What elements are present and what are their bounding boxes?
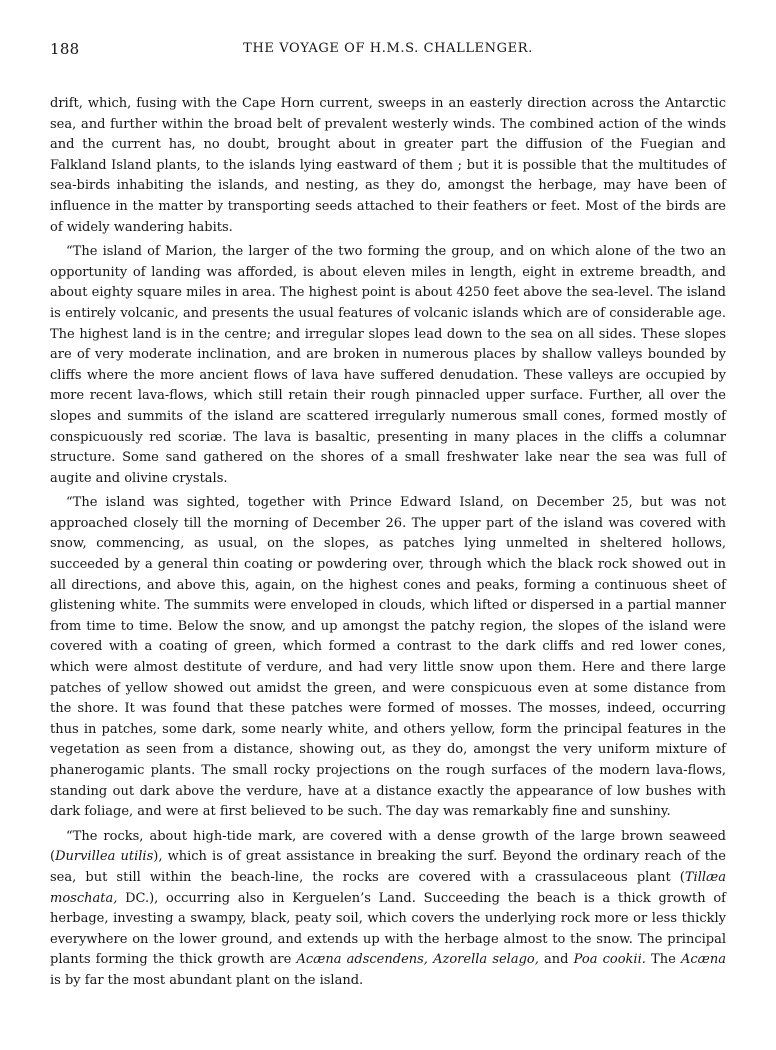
italic-text: Poa cookii. xyxy=(573,952,646,968)
italic-text: Acæna xyxy=(680,952,726,968)
italic-text: Tillæa moschata, xyxy=(50,869,726,906)
page-header xyxy=(50,40,726,64)
paragraph xyxy=(50,94,726,238)
text-run: “The island of Marion, the larger of the two forming the group, and on which alone of the two an opportunity of landing was afforded, is about eleven miles in length, eight in extreme breadth, and about eighty square miles in area. The highest point is about 4250 feet above the sea-level. The island is entirely volcanic, and presents the usual features of volcanic islands which are of considerable age. The highest land is in the centre; and irregular slopes lead down to the sea on all sides. These slopes are of very moderate inclination, and are broken in numerous places by shallow valleys bounded by cliffs where the more ancient flows of lava have suffered denudation. These valleys are occupied by more recent lava-flows, which still retain their rough pinnacled upper surface. Further, all over the slopes and summits of the island are scattered irregularly numerous small cones, formed mostly of conspicuously red scoriæ. The lava is basaltic, presenting in many places in the cliffs a columnar structure. Some sand gathered on the shores of a small freshwater lake near the sea was full of augite and olivine crystals. xyxy=(50,244,726,486)
text-run: The xyxy=(645,952,681,968)
running-title: THE VOYAGE OF H.M.S. CHALLENGER. xyxy=(243,41,533,56)
italic-text: Durvillea utilis xyxy=(55,849,154,865)
text-run: “The island was sighted, together with Prince Edward Island, on December 25, but was not approached closely till the morning of December 26. The upper part of the island was covered with snow, commencing, as usual, on the slopes, as patches lying unmelted in sheltered hollows, succeeded by a general thin coating or powdering over, through which the black rock showed out in all directions, and above this, again, on the highest cones and peaks, forming a continuous sheet of glistening white. The summits were enveloped in clouds, which lifted or dispersed in a partial manner from time to time. Below the snow, and up amongst the patchy region, the slopes of the island were covered with a coating of green, which formed a contrast to the dark cliffs and red lower cones, which were almost destitute of verdure, and had very little snow upon them. Here and there large patches of yellow showed out amidst the green, and were conspicuous even at some distance from the shore. It was found that these patches were formed of mosses. The mosses, indeed, occurring thus in patches, some dark, some nearly white, and others yellow, form the principal features in the vegetation as seen from a distance, showing out, as they do, amongst the very uniform mixture of phanerogamic plants. The small rocky projections on the rough surfaces of the modern lava-flows, standing out dark above the verdure, have at a distance exactly the appearance of low bushes with dark foliage, and were at first believed to be such. The day was remarkably fine and sunshiny. xyxy=(50,495,726,820)
text-run: ), which is of great assistance in breaking the surf. Beyond the ordinary reach of the sea, but still within the beach-line, the rocks are covered with a crassulaceous plant ( xyxy=(50,849,726,885)
paragraph xyxy=(50,493,726,823)
paragraph xyxy=(50,242,726,489)
page-number: 188 xyxy=(50,40,80,58)
text-run: drift, which, fusing with the Cape Horn current, sweeps in an easterly direction across the Antarctic sea, and further within the broad belt of prevalent westerly winds. The combined action of the winds and the current has, no doubt, brought about in greater part the diffusion of the Fuegian and Falkland Island plants, to the islands lying eastward of them ; but it is possible that the multitudes of sea-birds inhabiting the islands, and nesting, as they do, amongst the herbage, may have been of influence in the matter by transporting seeds attached to their feathers or feet. Most of the birds are of widely wandering habits. xyxy=(50,96,726,235)
text-run: DC.), occurring also in Kerguelen’s Land. Succeeding the beach is a thick growth of herbage, investing a swampy, black, peaty soil, which covers the underlying rock more or less thickly everywhere on the lower ground, and extends up with the herbage almost to the snow. The principal plants forming the thick growth are xyxy=(50,890,726,968)
text-run: is by far the most abundant plant on the island. xyxy=(50,972,364,988)
text-run: “The rocks, about high-tide mark, are covered with a dense growth of the large brown seaweed ( xyxy=(50,828,726,865)
paragraph xyxy=(50,827,726,992)
book-page xyxy=(50,40,726,992)
italic-text: Acæna adscendens, Azorella selago, xyxy=(296,952,539,968)
body-text xyxy=(50,94,726,992)
text-run: and xyxy=(538,952,574,968)
